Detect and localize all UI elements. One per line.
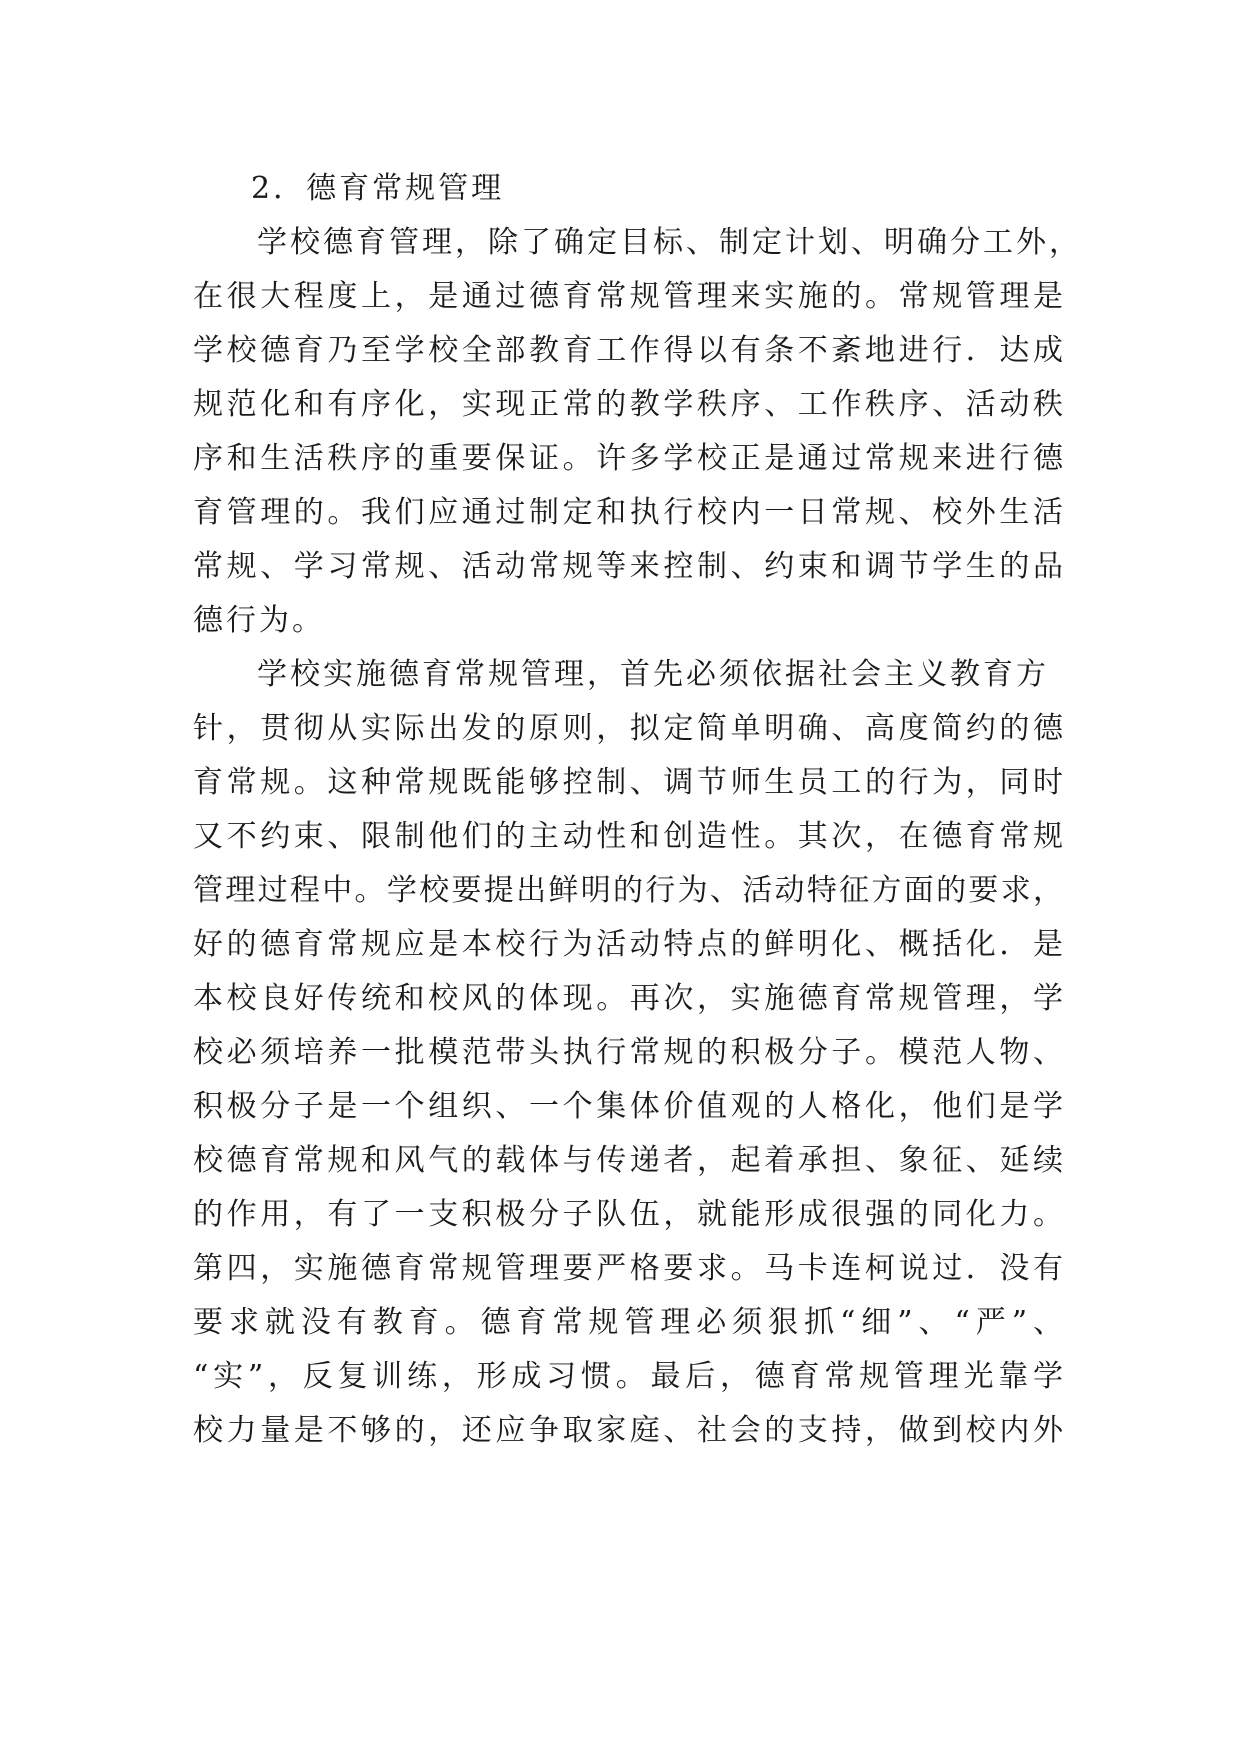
paragraph-line: 校必须培养一批模范带头执行常规的积极分子。模范人物、 bbox=[193, 1035, 1063, 1070]
paragraph-line: 学校实施德育常规管理，首先必须依据社会主义教育方 bbox=[257, 657, 1049, 692]
paragraph-line: 管理过程中。学校要提出鲜明的行为、活动特征方面的要求， bbox=[193, 873, 1063, 908]
paragraph-line: 积极分子是一个组织、一个集体价值观的人格化，他们是学 bbox=[193, 1089, 1063, 1124]
document-body bbox=[193, 162, 1082, 1458]
paragraph-line: 第四，实施德育常规管理要严格要求。马卡连柯说过．没有 bbox=[193, 1251, 1063, 1286]
paragraph-line: 校力量是不够的，还应争取家庭、社会的支持，做到校内外 bbox=[193, 1413, 1063, 1448]
section-heading: 2．德育常规管理 bbox=[251, 171, 505, 206]
paragraph-line: 育管理的。我们应通过制定和执行校内一日常规、校外生活 bbox=[193, 495, 1063, 530]
paragraph-line: 又不约束、限制他们的主动性和创造性。其次，在德育常规 bbox=[193, 819, 1063, 854]
paragraph-line: 针，贯彻从实际出发的原则，拟定简单明确、高度简约的德 bbox=[193, 711, 1063, 746]
paragraph-line: 本校良好传统和校风的体现。再次，实施德育常规管理，学 bbox=[193, 981, 1063, 1016]
paragraph-line: 德行为。 bbox=[193, 603, 325, 638]
paragraph-line: 学校德育管理，除了确定目标、制定计划、明确分工外， bbox=[257, 225, 1082, 260]
paragraph-1 bbox=[193, 216, 1082, 648]
paragraph-line: 校德育常规和风气的载体与传递者，起着承担、象征、延续 bbox=[193, 1143, 1063, 1178]
paragraph-line: 的作用，有了一支积极分子队伍，就能形成很强的同化力。 bbox=[193, 1197, 1063, 1232]
paragraph-line: 规范化和有序化，实现正常的教学秩序、工作秩序、活动秩 bbox=[193, 387, 1063, 422]
paragraph-line: 学校德育乃至学校全部教育工作得以有条不紊地进行．达成 bbox=[193, 333, 1063, 368]
paragraph-line: 在很大程度上，是通过德育常规管理来实施的。常规管理是 bbox=[193, 279, 1063, 314]
paragraph-line: 好的德育常规应是本校行为活动特点的鲜明化、概括化．是 bbox=[193, 927, 1063, 962]
paragraph-2 bbox=[193, 648, 1063, 1458]
paragraph-line: 育常规。这种常规既能够控制、调节师生员工的行为，同时 bbox=[193, 765, 1063, 800]
paragraph-line: 要求就没有教育。德育常规管理必须狠抓“细”、“严”、 bbox=[193, 1305, 1063, 1340]
paragraph-line: 序和生活秩序的重要保证。许多学校正是通过常规来进行德 bbox=[193, 441, 1063, 476]
paragraph-line: “实”，反复训练，形成习惯。最后，德育常规管理光靠学 bbox=[193, 1359, 1063, 1394]
paragraph-line: 常规、学习常规、活动常规等来控制、约束和调节学生的品 bbox=[193, 549, 1063, 584]
